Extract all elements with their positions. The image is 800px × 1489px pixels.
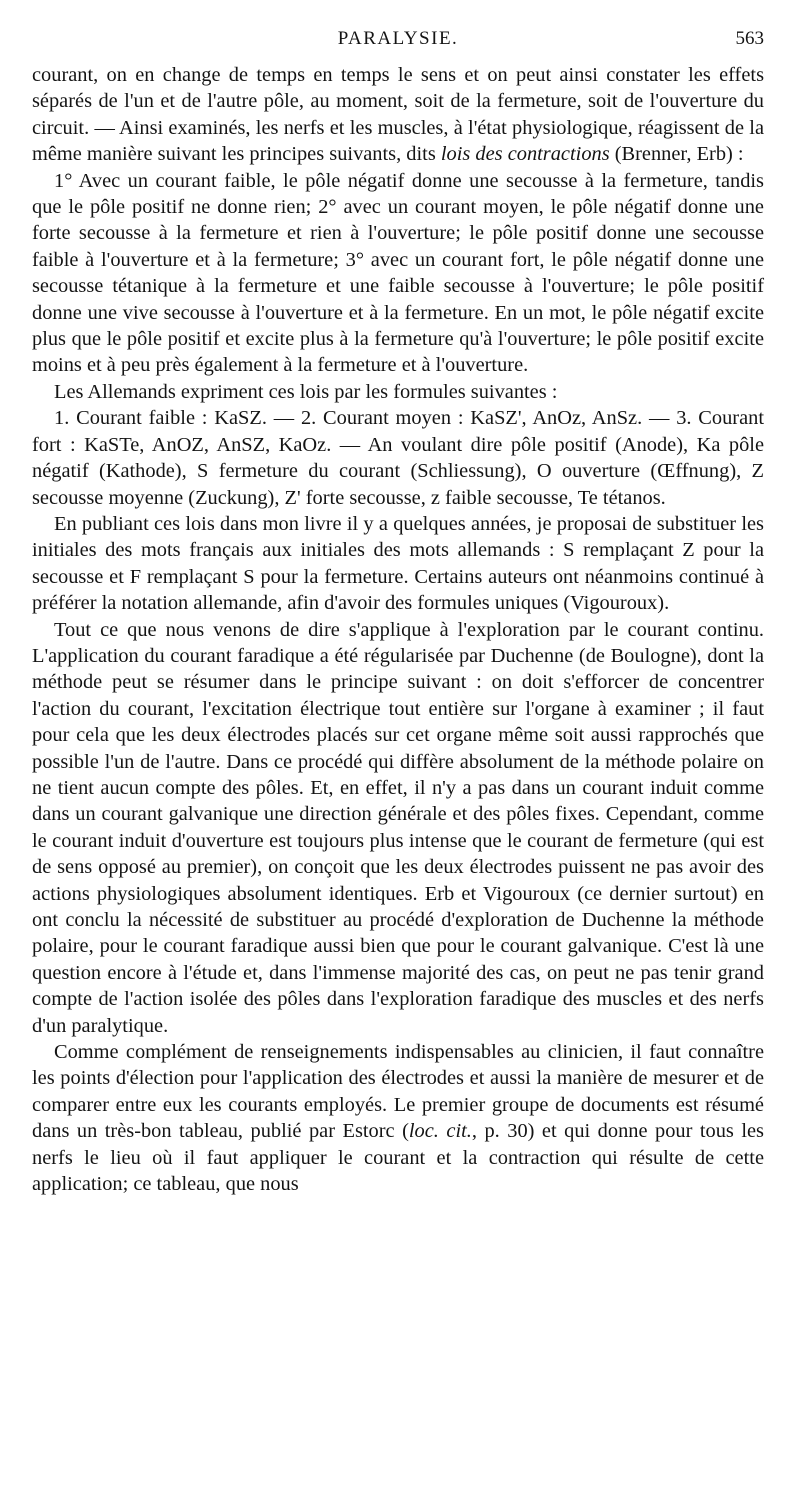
running-head: PARALYSIE.: [337, 28, 459, 49]
paragraph-2: 1° Avec un courant faible, le pôle négatif donne une secousse à la fermeture, tandis que le pôle positif ne donne rien; 2° avec un courant moyen, le pôle négatif donne une forte secousse à la fermeture et rien à l'ouverture; le pôle positif donne une secousse faible à l'ouverture et à la fermeture; 3° avec un courant fort, le pôle négatif donne une secousse tétanique à la fermeture et une faible secousse à l'ouverture; le pôle positif donne une vive secousse à l'ouverture et à la fermeture. En un mot, le pôle négatif excite plus que le pôle positif et excite plus à la fermeture qu'à l'ouverture; le pôle positif excite moins et à peu près également à la fermeture et à l'ouverture.: [32, 169, 764, 377]
paragraph-7: [32, 1039, 764, 1197]
paragraph-1-text-b: (Brenner, Erb) :: [609, 143, 744, 166]
paragraph-1-italic: lois des contractions: [440, 143, 610, 166]
page-number: 563: [735, 28, 764, 49]
paragraph-6: Tout ce que nous venons de dire s'applique à l'exploration par le courant continu. L'application du courant faradique a été régularisée par Duchenne (de Boulogne), dont la méthode peut se résumer dans le principe suivant : on doit s'efforcer de concentrer l'action du courant, l'excitation électrique tout entière sur l'organe à examiner ; il faut pour cela que les deux électrodes placés sur cet organe même soit aussi rapprochés que possible l'un de l'autre. Dans ce procédé qui diffère absolument de la méthode polaire on ne tient aucun compte des pôles. Et, en effet, il n'y a pas dans un courant induit comme dans un courant galvanique une direction générale et des pôles fixes. Cependant, comme le courant induit d'ouverture est toujours plus intense que le courant de fermeture (qui est de sens opposé au premier), on conçoit que les deux électrodes puissent ne pas avoir des actions physiologiques absolument identiques. Erb et Vigouroux (ce dernier surtout) en ont conclu la nécessité de substituer au procédé d'exploration de Duchenne la méthode polaire, pour le courant faradique aussi bien que pour le courant galvanique. C'est là une question encore à l'étude et, dans l'immense majorité des cas, on peut ne pas tenir grand compte de l'action isolée des pôles dans l'exploration faradique des muscles et des nerfs d'un paralytique.: [32, 618, 764, 1037]
paragraph-5: En publiant ces lois dans mon livre il y a quelques années, je proposai de substituer les initiales des mots français aux initiales des mots allemands : S remplaçant Z pour la secousse et F remplaçant S pour la fermeture. Certains auteurs ont néanmoins continué à préférer la notation allemande, afin d'avoir des formules uniques (Vigouroux).: [32, 512, 764, 615]
page-header: [32, 28, 764, 58]
body-text: [32, 62, 764, 1197]
paragraph-3: Les Allemands expriment ces lois par les formules suivantes :: [54, 380, 558, 403]
paragraph-7-italic: loc. cit.: [408, 1120, 472, 1143]
paragraph-1: [32, 62, 764, 168]
book-page: [32, 0, 764, 1197]
paragraph-4: 1. Courant faible : KaSZ. — 2. Courant moyen : KaSZ', AnOz, AnSz. — 3. Courant fort : KaSTe, AnOZ, AnSZ, KaOz. — An voulant dire pôle positif (Anode), Ka pôle négatif (Kathode), S fermeture du courant (Schliessung), O ouverture (Œffnung), Z secousse moyenne (Zuckung), Z' forte secousse, z faible secousse, Te tétanos.: [32, 407, 764, 509]
paragraph-7-text-b: , p. 30) et qui donne pour tous les nerfs le lieu où il faut appliquer le courant et la contraction qui résulte de cette application; ce tableau, que nous: [32, 1120, 764, 1196]
paragraph-7-text-a: Comme complément de renseignements indispensables au clinicien, il faut connaître les points d'élection pour l'application des électrodes et aussi la manière de mesurer et de comparer entre eux les courants employés. Le premier groupe de documents est résumé dans un très-bon tableau, publié par Estorc (: [32, 1041, 764, 1143]
paragraph-1-text-a: courant, on en change de temps en temps le sens et on peut ainsi constater les effets séparés de l'un et de l'autre pôle, au moment, soit de la fermeture, soit de l'ouverture du circuit. — Ainsi examinés, les nerfs et les muscles, à l'état physiologique, réagissent de la même manière suivant les principes suivants, dits: [32, 64, 764, 166]
